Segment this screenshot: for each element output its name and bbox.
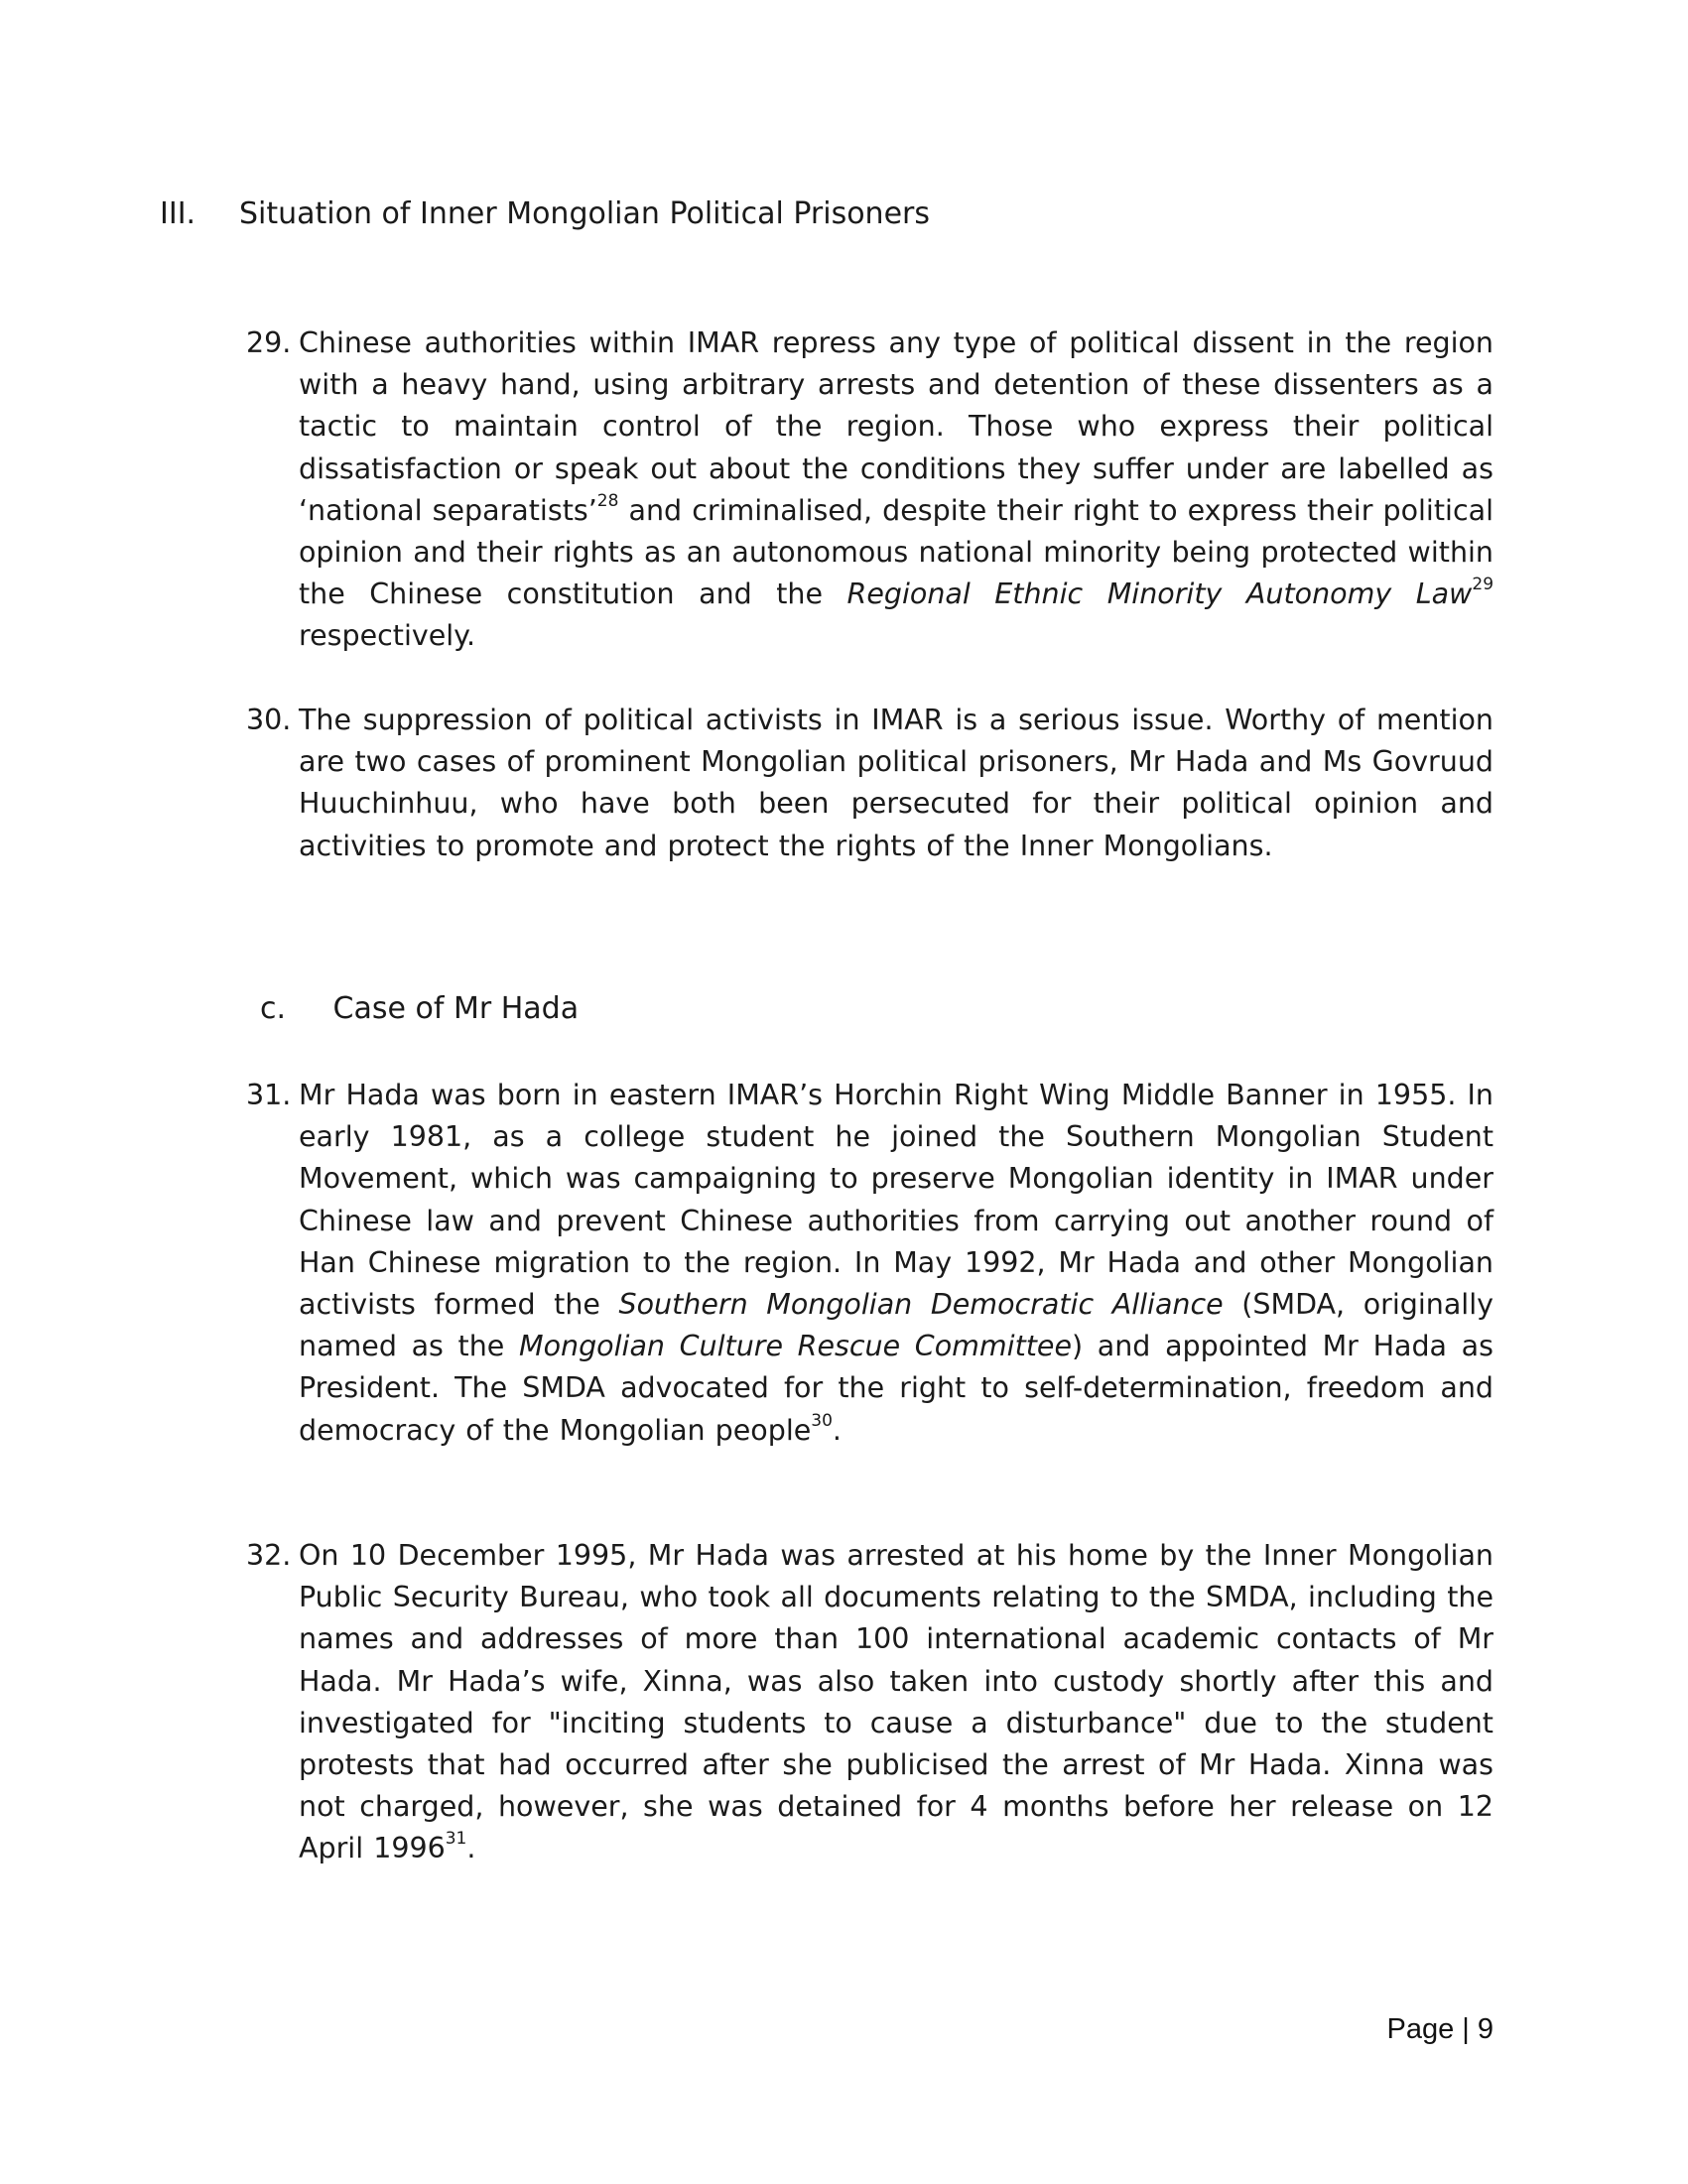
page-number: Page | 9 [1386, 2013, 1493, 2045]
paragraph-number: 30. [246, 704, 292, 736]
paragraph-text [299, 700, 1493, 867]
text-run: The suppression of political activists in IMAR is a serious issue. Worthy of mention are two cases of prominent Mongolian political prisoners, Mr Hada and Ms Govruud Huuchinhuu, who have both been persecuted for their political opinion and activities to promote and protect the rights of the Inner Mongolians. [299, 704, 1493, 862]
text-run: (SMDA, originally named as the [299, 1288, 1494, 1363]
footnote-ref: 29 [1472, 575, 1494, 595]
section-title: Situation of Inner Mongolian Political Prisoners [239, 196, 930, 231]
paragraph-number: 31. [246, 1079, 292, 1111]
paragraph-number: 29. [246, 326, 292, 359]
section-heading [160, 194, 930, 234]
text-run: and criminalised, despite their right to express their political opinion and their rights as an autonomous national minority being protected within the Chinese constitution and the [299, 493, 1493, 611]
italic-text: Regional Ethnic Minority Autonomy Law [846, 578, 1473, 611]
italic-text: Mongolian Culture Rescue Committee [519, 1330, 1072, 1363]
section-number: III. [160, 196, 196, 231]
paragraph [246, 700, 1493, 867]
text-run: . [832, 1413, 842, 1447]
text-run: . [466, 1832, 476, 1865]
paragraph [246, 1535, 1493, 1870]
subsection-heading [260, 989, 579, 1029]
paragraph [246, 322, 1493, 658]
subsection-title: Case of Mr Hada [332, 991, 580, 1026]
paragraph [246, 1075, 1493, 1452]
text-run: On 10 December 1995, Mr Hada was arrested at his home by the Inner Mongolian Public Security Bureau, who took all documents relating to the SMDA, including the names and addresses of more than 100 international academic contacts of Mr Hada. Mr Hada’s wife, Xinna, was also taken into custody shortly after this and investigated for "inciting students to cause a disturbance" due to the student protests that had occurred after she publicised the arrest of Mr Hada. Xinna was not charged, however, she was detained for 4 months before her release on 12 April 1996 [299, 1539, 1493, 1865]
subsection-number: c. [260, 991, 287, 1026]
text-run: Chinese authorities within IMAR repress any type of political dissent in the region with a heavy hand, using arbitrary arrests and detention of these dissenters as a tactic to maintain control of the region. Those who express their political dissatisfaction or speak out about the conditions they suffer under are labelled as ‘national separatists’ [299, 326, 1493, 527]
italic-text: Southern Mongolian Democratic Alliance [618, 1288, 1224, 1322]
paragraph-text [299, 1535, 1493, 1870]
footnote-ref: 30 [811, 1410, 833, 1431]
paragraph-number: 32. [246, 1539, 292, 1572]
footnote-ref: 31 [445, 1829, 467, 1850]
paragraph-text [299, 1075, 1493, 1452]
text-run: Mr Hada was born in eastern IMAR’s Horchin Right Wing Middle Banner in 1955. In early 1981, as a college student he joined the Southern Mongolian Student Movement, which was campaigning to preserve Mongolian identity in IMAR under Chinese law and prevent Chinese authorities from carrying out another round of Han Chinese migration to the region. In May 1992, Mr Hada and other Mongolian activists formed the [299, 1079, 1493, 1322]
paragraph-text [299, 322, 1493, 658]
footnote-ref: 28 [596, 490, 619, 511]
text-run: respectively. [299, 619, 476, 653]
text-run: ) and appointed Mr Hada as President. The SMDA advocated for the right to self-determination, freedom and democracy of the Mongolian people [299, 1330, 1493, 1447]
